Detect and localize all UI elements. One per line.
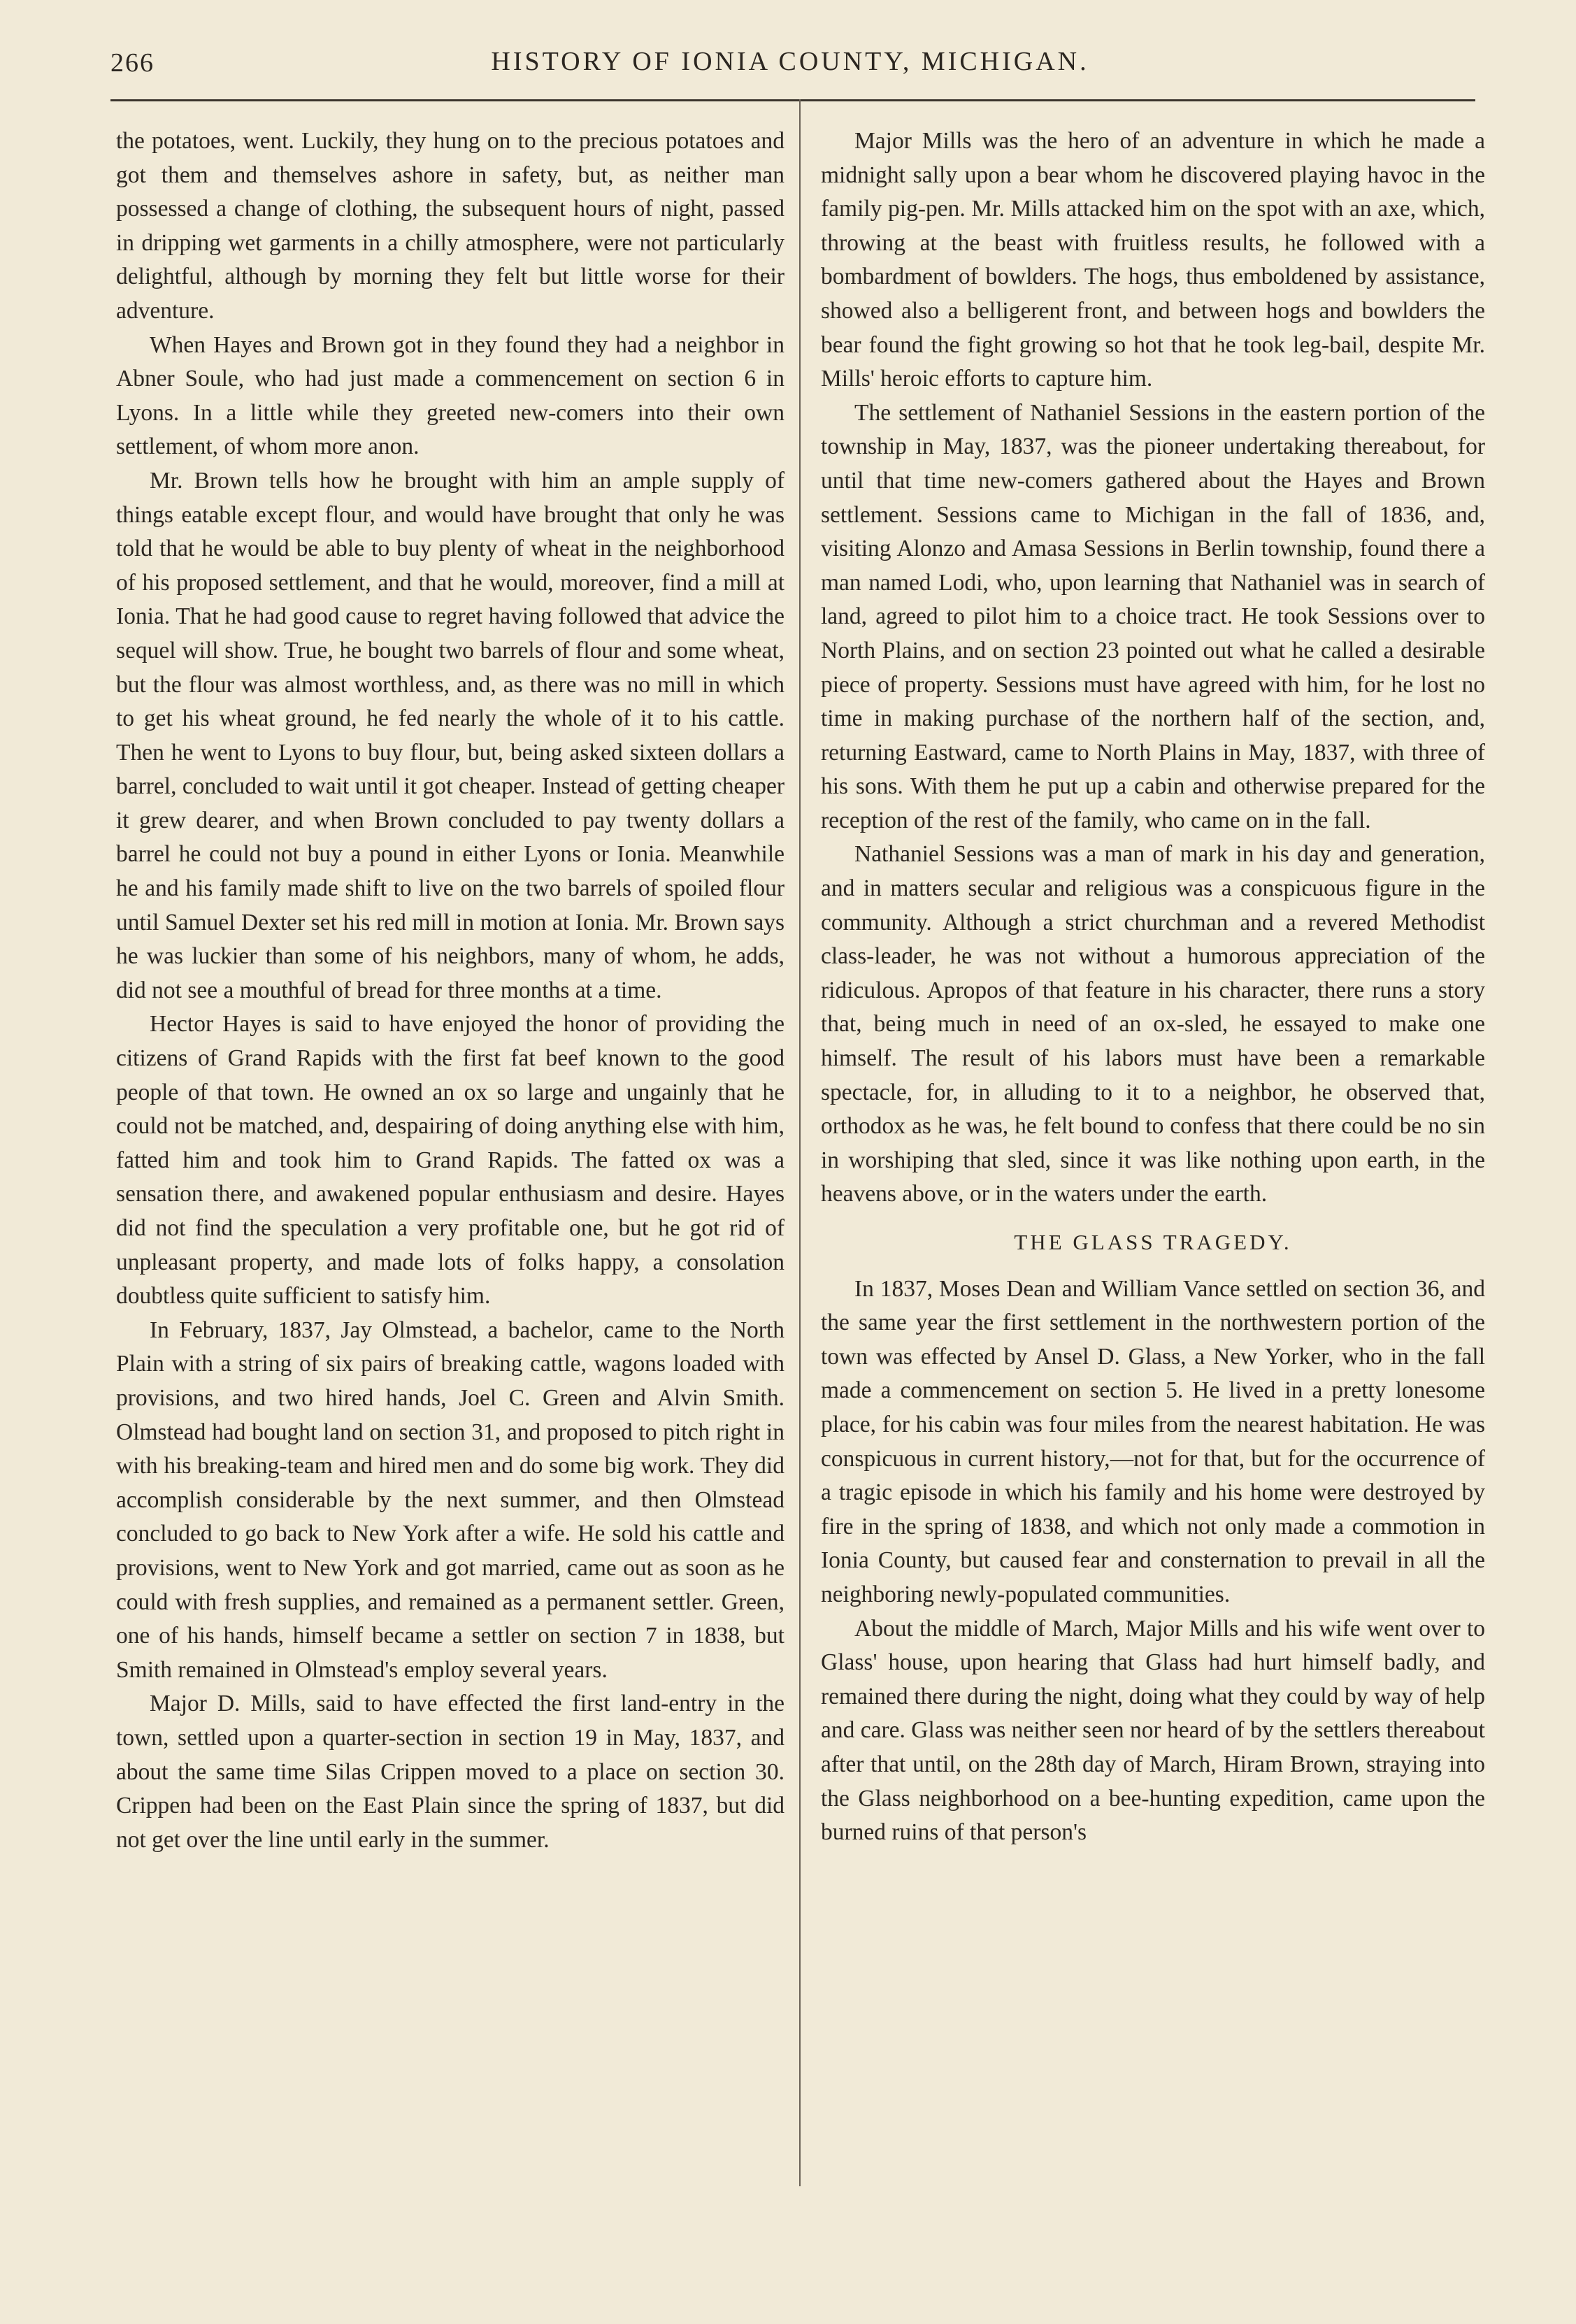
paragraph: Major Mills was the hero of an adventure in which he made a midnight sally upon a bear whom he discovered playing havoc in the family pig-pen. Mr. Mills attacked him on the spot with an axe, which, throwing at the beast with fruitless results, he followed with a bombardment of bowlders. The hogs, thus emboldened by assistance, showed also a belligerent front, and between hogs and bowlders the bear found the fight growing so hot that he took leg-bail, despite Mr. Mills' heroic efforts to capture him. [821, 128, 1485, 392]
paragraph: Mr. Brown tells how he brought with him an ample supply of things eatable except flour, and would have brought that only he was told that he would be able to buy plenty of wheat in the neighborhood of his proposed settlement, and that he would, moreover, find a mill at Ionia. That he had good cause to regret having followed that advice the sequel will show. True, he bought two barrels of flour and some wheat, but the flour was almost worthless, and, as there was no mill in which to get his wheat ground, he fed nearly the whole of it to his cattle. Then he went to Lyons to buy flour, but, being asked sixteen dollars a barrel, concluded to wait until it got cheaper. Instead of getting cheaper it grew dearer, and when Brown concluded to pay twenty dollars a barrel he could not buy a pound in either Lyons or Ionia. Meanwhile he and his family made shift to live on the two barrels of spoiled flour until Samuel Dexter set his red mill in motion at Ionia. Mr. Brown says he was luckier than some of his neighbors, many of whom, he adds, did not see a mouthful of bread for three months at a time. [116, 467, 785, 1003]
paragraph: the potatoes, went. Luckily, they hung on to the precious potatoes and got them and themselves ashore in safety, but, as neither man possessed a change of clothing, the subsequent hours of night, passed in dripping wet garments in a chilly atmosphere, were not particularly delightful, although by morning they felt but little worse for their adventure. [116, 128, 785, 324]
paragraph: The settlement of Nathaniel Sessions in the eastern portion of the township in May, 1837, was the pioneer undertaking thereabout, for until that time new-comers gathered about the Hayes and Brown settlement. Sessions came to Michigan in the fall of 1836, and, visiting Alonzo and Amasa Sessions in Berlin township, found there a man named Lodi, who, upon learning that Nathaniel was in search of land, agreed to pilot him to a choice tract. He took Sessions over to North Plains, and on section 23 pointed out what he called a desirable piece of property. Sessions must have agreed with him, for he lost no time in making purchase of the northern half of the section, and, returning Eastward, came to North Plains in May, 1837, with three of his sons. With them he put up a cabin and otherwise prepared for the reception of the rest of the family, who came on in the fall. [821, 399, 1485, 833]
running-title: HISTORY OF IONIA COUNTY, MICHIGAN. [491, 47, 1089, 76]
paragraph: In February, 1837, Jay Olmstead, a bachelor, came to the North Plain with a string of six pairs of breaking cattle, wagons loaded with provisions, and two hired hands, Joel C. Green and Alvin Smith. Olmstead had bought land on section 31, and proposed to pitch right in with his breaking-team and hired men and do some big work. They did accomplish considerable by the next summer, and then Olmstead concluded to go back to New York after a wife. He sold his cattle and provisions, went to New York and got married, came out as soon as he could with fresh supplies, and remained as a permanent settler. Green, one of his hands, himself became a settler on section 7 in 1838, but Smith remained in Olmstead's employ several years. [116, 1317, 785, 1683]
paragraph: About the middle of March, Major Mills and his wife went over to Glass' house, upon hearing that Glass had hurt himself badly, and remained there during the night, doing what they could by way of help and care. Glass was neither seen nor heard of by the settlers thereabout after that until, on the 28th day of March, Hiram Brown, straying into the Glass neighborhood on a bee-hunting expedition, came upon the burned ruins of that person's [821, 1615, 1485, 1846]
section-heading: THE GLASS TRAGEDY. [1014, 1230, 1292, 1254]
paragraph: In 1837, Moses Dean and William Vance settled on section 36, and the same year the first settlement in the northwestern portion of the town was effected by Ansel D. Glass, a New Yorker, who in the fall made a commencement on section 5. He lived in a pretty lonesome place, for his cabin was four miles from the nearest habitation. He was conspicuous in current history,—not for that, but for the occurrence of a tragic episode in which his family and his home were destroyed by fire in the spring of 1838, and which not only made a commotion in Ionia County, but caused fear and consternation to prevail in all the neighboring newly-populated communities. [821, 1275, 1485, 1607]
paragraph: Hector Hayes is said to have enjoyed the honor of providing the citizens of Grand Rapids with the first fat beef known to the good people of that town. He owned an ox so large and ungainly that he could not be matched, and, despairing of doing anything else with him, fatted him and took him to Grand Rapids. The fatted ox was a sensation there, and awakened popular enthusiasm and desire. Hayes did not find the speculation a very profitable one, but he got rid of unpleasant property, and made lots of folks happy, a consolation doubtless quite sufficient to satisfy him. [116, 1011, 785, 1310]
page-number: 266 [110, 48, 155, 78]
paragraph: When Hayes and Brown got in they found they had a neighbor in Abner Soule, who had just made a commencement on section 6 in Lyons. In a little while they greeted new-comers into their own settlement, of whom more anon. [116, 331, 785, 460]
header-rule [110, 99, 1475, 101]
column-divider [799, 99, 801, 2186]
paragraph: Nathaniel Sessions was a man of mark in his day and generation, and in matters secular and religious was a conspicuous figure in the community. Although a strict churchman and a revered Methodist class-leader, he was not without a humorous appreciation of the ridiculous. Apropos of that feature in his character, there runs a story that, being much in need of an ox-sled, he essayed to make one himself. The result of his labors must have been a remarkable spectacle, for, in alluding to it to a neighbor, he observed that, orthodox as he was, he felt bound to confess that there could be no sin in worshiping that sled, since it was like nothing upon earth, in the heavens above, or in the waters under the earth. [821, 841, 1485, 1207]
paragraph: Major D. Mills, said to have effected the first land-entry in the town, settled upon a quarter-section in section 19 in May, 1837, and about the same time Silas Crippen moved to a place on section 30. Crippen had been on the East Plain since the spring of 1837, but did not get over the line until early in the summer. [116, 1691, 785, 1853]
page-header [105, 43, 1475, 85]
left-column [116, 124, 785, 1857]
right-column [821, 124, 1485, 1850]
